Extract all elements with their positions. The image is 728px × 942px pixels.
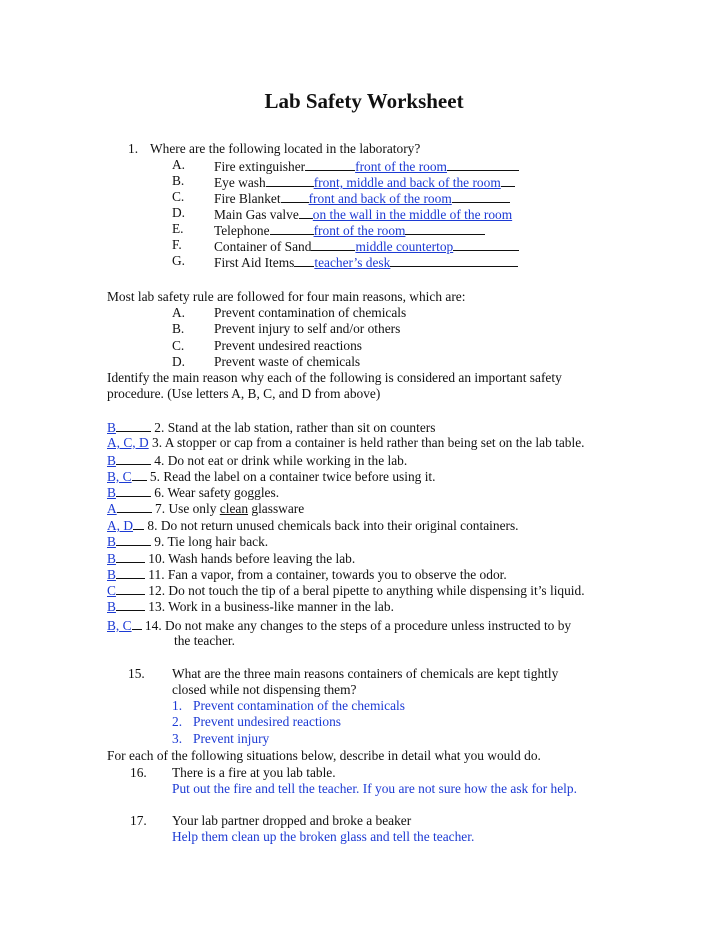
rule-number: 12. [148, 583, 166, 598]
q1-item-label: Main Gas valve [214, 207, 299, 222]
rule-row [107, 617, 571, 634]
rule-text: glassware [251, 501, 305, 516]
q1-item-letter: F. [172, 237, 182, 252]
rule-text-continued: the teacher. [174, 633, 235, 648]
rule-text-underlined: clean [219, 501, 249, 516]
reason-text: Prevent waste of chemicals [214, 354, 361, 369]
q1-item-label: Telephone [214, 223, 270, 238]
q15-answer-text: Prevent contamination of the chemicals [193, 698, 405, 713]
q1-item-letter: A. [172, 157, 186, 172]
rule-row [107, 435, 585, 451]
q15-answer-number: 3. [172, 731, 183, 746]
q1-item-answer: front, middle and back of the room [313, 175, 501, 190]
rule-answer: B [107, 485, 116, 500]
rule-answer: B [107, 534, 116, 549]
rule-number: 6. [154, 485, 165, 500]
q15-question-line2: closed while not dispensing them? [172, 682, 357, 697]
rule-number: 10. [148, 551, 166, 566]
rule-text: Wear safety goggles. [167, 485, 280, 500]
q1-item-answer: teacher’s desk [314, 255, 391, 270]
rule-answer: B [107, 420, 116, 435]
q1-item-answer: front of the room [313, 223, 406, 238]
q1-item-answer: middle countertop [355, 239, 454, 254]
rule-text: Read the label on a container twice before using it. [163, 469, 436, 484]
rule-answer: B, C [107, 618, 132, 633]
q1-item-label: First Aid Items [214, 255, 295, 270]
rule-answer: B [107, 551, 116, 566]
rule-number: 8. [147, 518, 158, 533]
q15-answer-text: Prevent injury [193, 731, 270, 746]
rule-number: 5. [149, 469, 160, 484]
rule-number: 9. [154, 534, 165, 549]
rule-row [107, 517, 519, 534]
rule-number: 14. [144, 618, 162, 633]
rule-row [107, 500, 304, 517]
q15-answer-number: 2. [172, 714, 183, 729]
q16-number: 16. [130, 765, 147, 780]
rule-answer: A, C, D [107, 435, 149, 450]
rule-text: Do not make any changes to the steps of a procedure unless instructed to by [165, 618, 572, 633]
q1-item-label: Fire extinguisher [214, 159, 306, 174]
q1-item-letter: D. [172, 205, 186, 220]
rule-text: Do not return unused chemicals back into their original containers. [160, 518, 519, 533]
rule-text: A stopper or cap from a container is held rather than being set on the lab table. [164, 435, 585, 450]
rule-text: Fan a vapor, from a container, towards you to observe the odor. [167, 567, 507, 582]
rule-answer: B [107, 567, 116, 582]
rule-answer: A, D [107, 518, 134, 533]
q1-item-label: Eye wash [214, 175, 266, 190]
rule-text: Do not touch the tip of a beral pipette to anything while dispensing it’s liquid. [168, 583, 585, 598]
rule-row [107, 582, 585, 599]
rule-answer: B [107, 453, 116, 468]
rule-number: 7. [155, 501, 166, 516]
q1-item-answer: on the wall in the middle of the room [312, 207, 513, 222]
q15-question-line1: What are the three main reasons containers of chemicals are kept tightly [172, 666, 559, 681]
rule-number: 11. [148, 567, 165, 582]
q1-item-label: Fire Blanket [214, 191, 281, 206]
reasons-intro: Most lab safety rule are followed for four main reasons, which are: [107, 289, 466, 304]
rule-row [107, 419, 435, 436]
q15-answer-number: 1. [172, 698, 183, 713]
rule-text: Work in a business-like manner in the lab. [168, 599, 394, 614]
q1-number: 1. [128, 141, 139, 156]
q1-item-label: Container of Sand [214, 239, 312, 254]
rule-number: 4. [154, 453, 165, 468]
rule-row [107, 468, 436, 485]
q1-item-letter: C. [172, 189, 185, 204]
q16-question: There is a fire at you lab table. [172, 765, 336, 780]
rule-answer: C [107, 583, 116, 598]
q1-item-letter: G. [172, 253, 186, 268]
rule-answer: A [107, 501, 117, 516]
q1-item-letter: E. [172, 221, 184, 236]
q15-number: 15. [128, 666, 145, 681]
rule-row [107, 452, 407, 469]
rule-text: Wash hands before leaving the lab. [168, 551, 356, 566]
rule-text: Use only [168, 501, 217, 516]
q1-item-answer: front of the room [355, 159, 447, 174]
q1-item-row [214, 253, 518, 271]
rule-number: 2. [154, 420, 165, 435]
q1-item-answer: front and back of the room [308, 191, 452, 206]
rule-answer: B [107, 599, 116, 614]
rule-answer: B, C [107, 469, 132, 484]
reason-letter: A. [172, 305, 186, 320]
reason-text: Prevent contamination of chemicals [214, 305, 407, 320]
rule-row [107, 550, 355, 567]
q17-answer: Help them clean up the broken glass and tell the teacher. [172, 829, 475, 844]
rule-text: Stand at the lab station, rather than sit on counters [167, 420, 436, 435]
situations-intro: For each of the following situations below, describe in detail what you would do. [107, 748, 541, 763]
rule-row [107, 566, 507, 583]
q17-number: 17. [130, 813, 147, 828]
reason-letter: B. [172, 321, 185, 336]
q16-answer: Put out the fire and tell the teacher. If you are not sure how the ask for help. [172, 781, 577, 796]
rule-row [107, 533, 268, 550]
reason-text: Prevent injury to self and/or others [214, 321, 401, 336]
q1-question: Where are the following located in the laboratory? [150, 141, 421, 156]
rule-text: Do not eat or drink while working in the lab. [167, 453, 408, 468]
reason-letter: C. [172, 338, 185, 353]
reason-text: Prevent undesired reactions [214, 338, 362, 353]
rule-row [107, 484, 279, 501]
identify-instructions-line2: procedure. (Use letters A, B, C, and D from above) [107, 386, 381, 401]
rule-number: 3. [152, 435, 163, 450]
rule-number: 13. [148, 599, 166, 614]
identify-instructions-line1: Identify the main reason why each of the following is considered an important safety [107, 370, 562, 385]
rule-row [107, 598, 394, 615]
reason-letter: D. [172, 354, 186, 369]
rule-text: Tie long hair back. [167, 534, 269, 549]
q17-question: Your lab partner dropped and broke a beaker [172, 813, 412, 828]
q1-item-letter: B. [172, 173, 185, 188]
q15-answer-text: Prevent undesired reactions [193, 714, 341, 729]
worksheet-title: Lab Safety Worksheet [264, 89, 464, 113]
